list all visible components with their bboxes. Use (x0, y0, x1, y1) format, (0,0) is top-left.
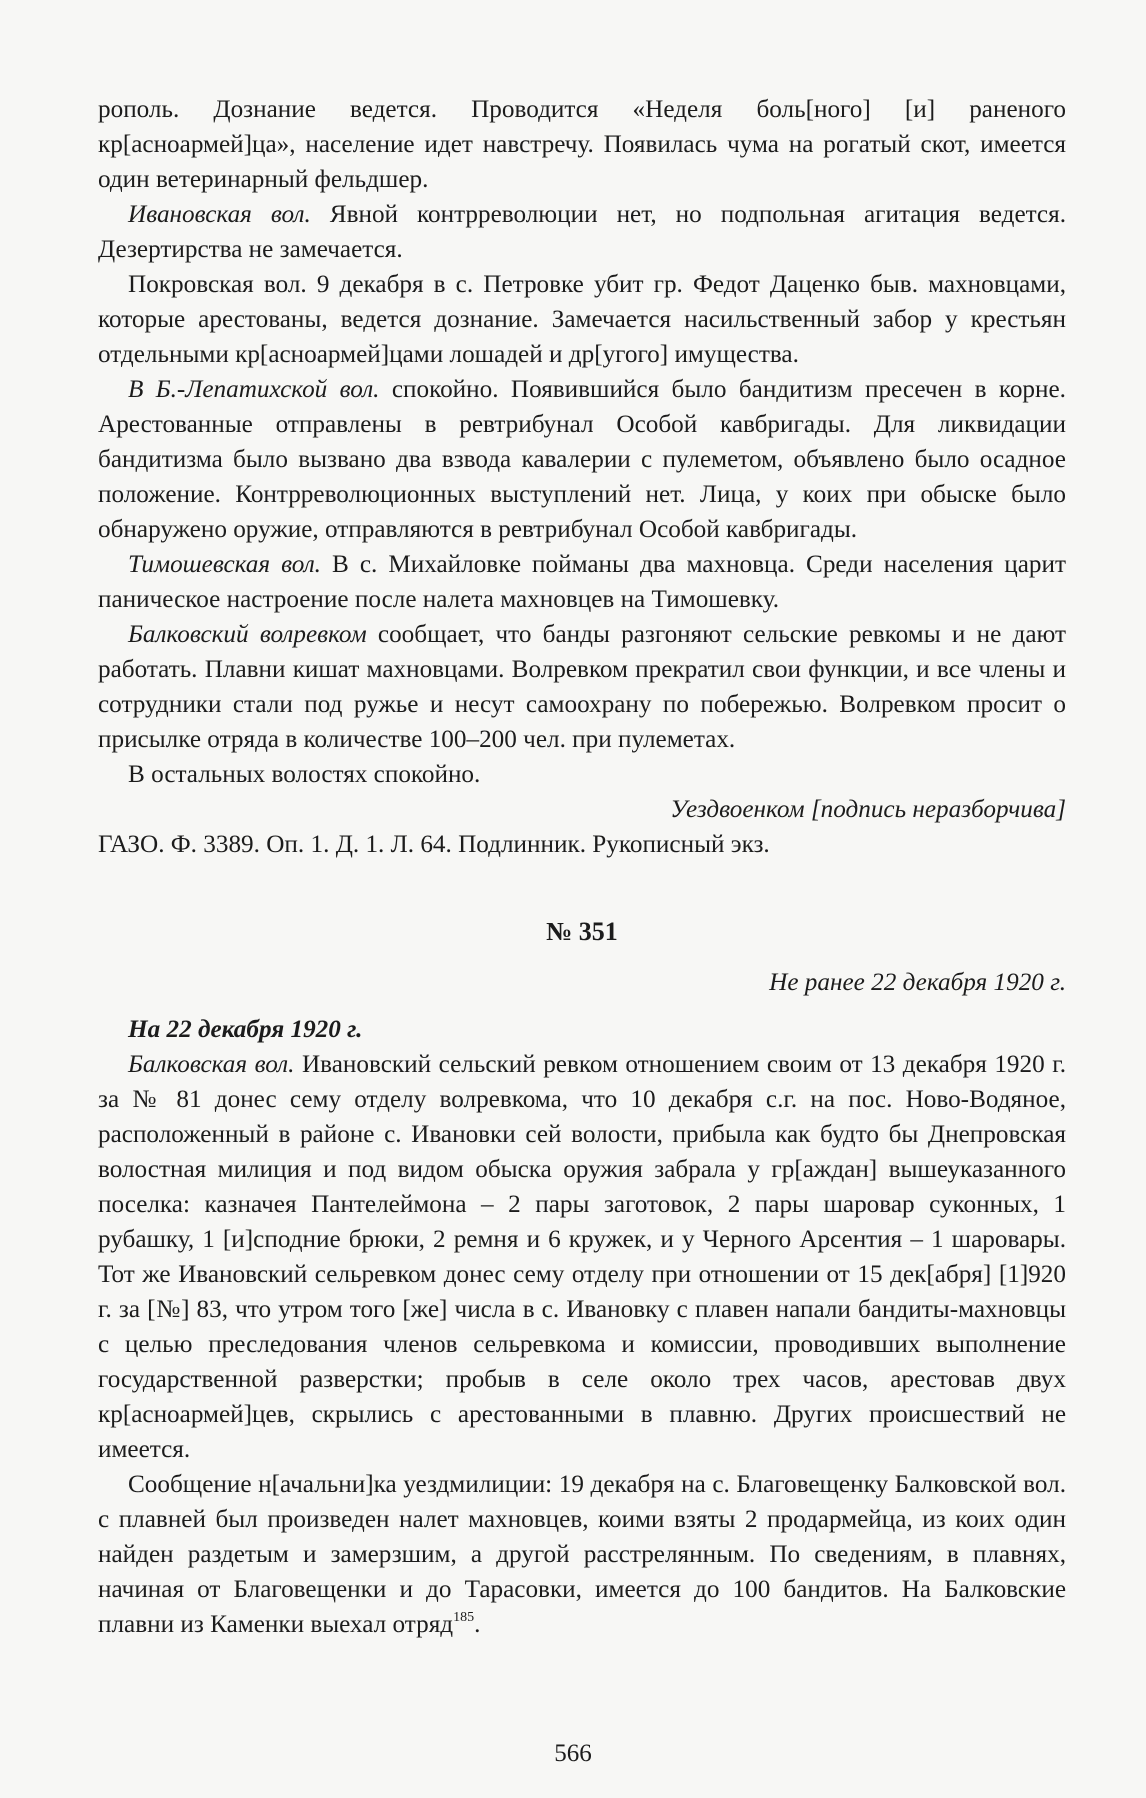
report-date-heading: На 22 декабря 1920 г. (128, 1016, 363, 1043)
footnote-reference[interactable]: 185 (453, 1610, 475, 1625)
document-date: Не ранее 22 декабря 1920 г. (769, 969, 1066, 996)
volost-name: Тимошевская вол. (128, 551, 321, 578)
paragraph-ivanovskaya (98, 197, 1066, 267)
document-page (98, 92, 1066, 1642)
paragraph-timoshevskaya (98, 547, 1066, 617)
volost-name: Ивановская вол. (128, 201, 311, 228)
page-number: 566 (554, 1740, 592, 1767)
paragraph-text: Сообщение н[ачальни]ка уездмилиции: 19 декабря на с. Благовещенку Балковской вол. с плавней был произведен налет махновцев, коими взяты 2 продармейца, из коих один найден раздетым и замерзшим, а другой расстрелянным. По сведениям, в плавнях, начиная от Благовещенки и до Тарасовки, имеется до 100 бандитов. На Балковские плавни из Каменки выехал отряд (98, 1471, 1066, 1638)
paragraph-continuation: рополь. Дознание ведется. Проводится «Неделя боль[ного] [и] раненого кр[асноармей]ца», население идет навстречу. Появилась чума на рогатый скот, имеется один ветеринарный фельдшер. (98, 96, 1066, 193)
volost-name: В Б.-Лепатихской вол. (128, 376, 380, 403)
paragraph-text: сообщает, что банды разгоняют сельские ревкомы и не дают работать. Плавни кишат махновцами. Волревком прекратил свои функции, и все члены и сотрудники стали под ружье и несут самоохрану по побережью. Волревком просит о присылке отряда в количестве 100–200 чел. при пулеметах. (98, 621, 1066, 753)
volost-name: Балковская вол. (128, 1051, 295, 1078)
signature-line: Уездвоенком [подпись неразборчива] (670, 796, 1066, 823)
paragraph-tail: . (474, 1611, 481, 1638)
paragraph-text: Ивановский сельский ревком отношением своим от 13 декабря 1920 г. за № 81 донес сему отделу волревкома, что 10 декабря с.г. на пос. Ново-Водяное, расположенный в районе с. Ивановки сей волости, прибыла как будто бы Днепровская волостная милиция и под видом обыска оружия забрала у гр[аждан] вышеуказанного поселка: казначея Пантелеймона – 2 пары заготовок, 2 пары шаровар суконных, 1 рубашку, 1 [и]сподние брюки, 2 ремня и 6 кружек, и у Черного Арсентия – 1 шаровары. Тот же Ивановский сельревком донес сему отделу при отношении от 15 дек[абря] [1]920 г. за [№] 83, что утром того [же] числа в с. Ивановку с плавен напали бандиты-махновцы с целью преследования членов сельревкома и комиссии, проводивших выполнение государственной разверстки; пробыв в селе около трех часов, арестовав двух кр[асноармей]цев, скрылись с арестованными в плавню. Других происшествий не имеется. (98, 1051, 1066, 1463)
paragraph-b-lepatikhskaya (98, 372, 1066, 547)
paragraph-militia-report (98, 1467, 1066, 1642)
paragraph-pokrovskaya: Покровская вол. 9 декабря в с. Петровке убит гр. Федот Даценко быв. махновцами, которые арестованы, ведется дознание. Замечается насильственный забор у крестьян отдельными кр[асноармей]цами лошадей и др[угого] имущества. (98, 271, 1066, 368)
document-number: № 351 (546, 917, 618, 946)
paragraph-balkovsky-volrevkom (98, 617, 1066, 757)
paragraph-text: спокойно. Появившийся было бандитизм пресечен в корне. Арестованные отправлены в ревтрибунал Особой кавбригады. Для ликвидации бандитизма было вызвано два взвода кавалерии с пулеметом, объявлено было осадное положение. Контрреволюционных выступлений нет. Лица, у коих при обыске было обнаружено оружие, отправляются в ревтрибунал Особой кавбригады. (98, 376, 1066, 543)
paragraph-text: В с. Михайловке пойманы два махновца. Среди населения царит паническое настроение после налета махновцев на Тимошевку. (98, 551, 1066, 613)
paragraph-other-volosts: В остальных волостях спокойно. (128, 761, 481, 788)
archive-reference: ГАЗО. Ф. 3389. Оп. 1. Д. 1. Л. 64. Подлинник. Рукописный экз. (98, 831, 770, 858)
volost-name: Балковский волревком (128, 621, 367, 648)
paragraph-balkovskaya (98, 1047, 1066, 1467)
paragraph-text: Явной контрреволюции нет, но подпольная агитация ведется. Дезертирства не замечается. (98, 201, 1066, 263)
